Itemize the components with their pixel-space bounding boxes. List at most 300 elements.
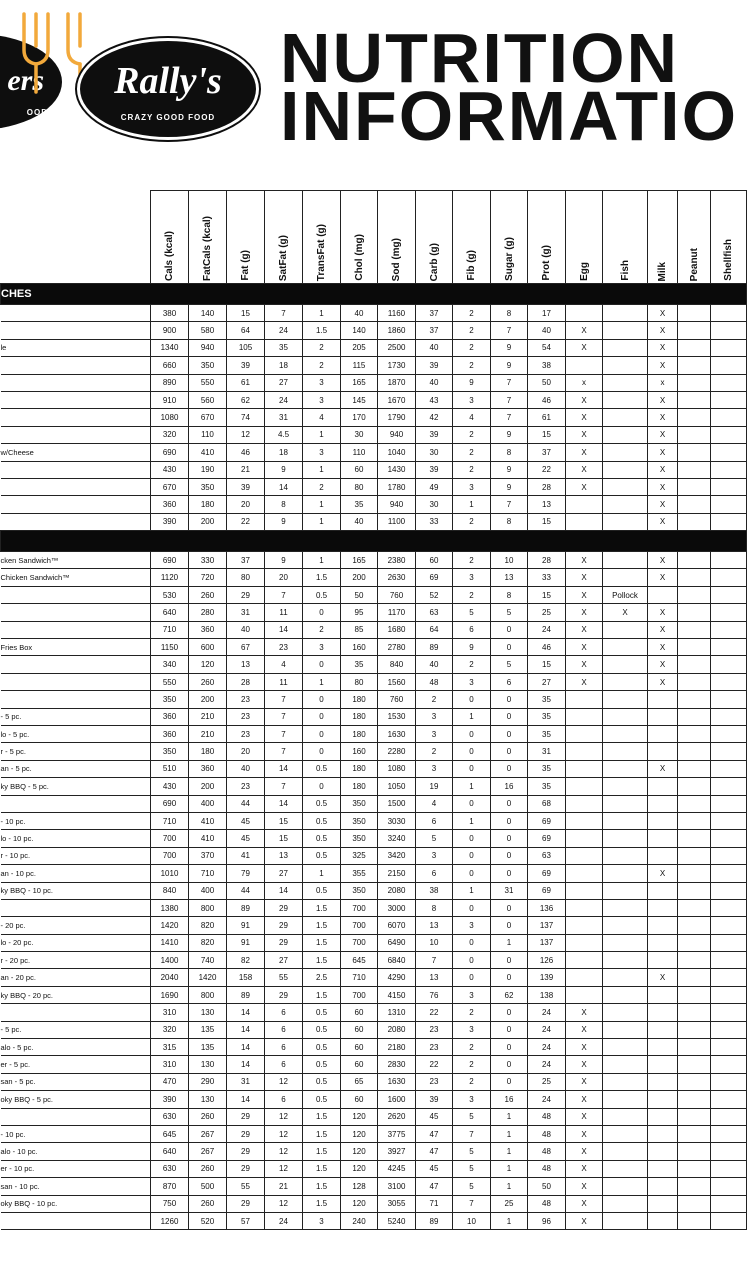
table-cell xyxy=(711,917,747,934)
column-header xyxy=(303,191,341,284)
table-cell: 1 xyxy=(303,426,341,443)
column-header xyxy=(151,191,189,284)
table-cell: 0 xyxy=(491,725,528,742)
table-cell: 23 xyxy=(227,691,265,708)
table-cell: 3927 xyxy=(378,1143,416,1160)
table-cell: 760 xyxy=(378,691,416,708)
table-cell xyxy=(711,305,747,322)
table-cell: 6 xyxy=(416,865,453,882)
table-cell xyxy=(711,1091,747,1108)
item-name: ky BBQ - 10 pc. xyxy=(1,882,151,899)
table-row xyxy=(1,847,747,864)
table-cell: 0 xyxy=(303,725,341,742)
table-row xyxy=(1,552,747,569)
table-cell: 0 xyxy=(491,865,528,882)
table-cell: 200 xyxy=(189,778,227,795)
table-cell: 0 xyxy=(491,1073,528,1090)
table-cell xyxy=(711,986,747,1003)
table-cell: X xyxy=(566,339,603,356)
table-cell: 35 xyxy=(528,778,566,795)
table-cell: 24 xyxy=(528,1039,566,1056)
table-cell: 1.5 xyxy=(303,1143,341,1160)
table-cell xyxy=(603,1021,648,1038)
table-cell xyxy=(648,1212,678,1229)
table-row xyxy=(1,986,747,1003)
table-cell: 14 xyxy=(227,1004,265,1021)
item-name xyxy=(1,461,151,478)
table-cell: X xyxy=(566,1143,603,1160)
table-cell: x xyxy=(648,374,678,391)
table-cell: 6 xyxy=(416,812,453,829)
item-name: r - 20 pc. xyxy=(1,952,151,969)
table-cell: 7 xyxy=(453,1125,491,1142)
table-cell xyxy=(678,1143,711,1160)
item-name: le xyxy=(1,339,151,356)
item-name: an - 5 pc. xyxy=(1,760,151,777)
table-cell: 2280 xyxy=(378,743,416,760)
table-cell: 7 xyxy=(265,691,303,708)
table-cell: X xyxy=(648,496,678,513)
table-cell: 20 xyxy=(227,743,265,760)
table-cell xyxy=(711,569,747,586)
item-name xyxy=(1,478,151,495)
table-cell: 390 xyxy=(151,513,189,530)
table-cell xyxy=(678,409,711,426)
table-cell: 145 xyxy=(341,391,378,408)
section-header-row xyxy=(1,284,747,305)
table-cell: 400 xyxy=(189,882,227,899)
table-row xyxy=(1,513,747,530)
item-name: w/Cheese xyxy=(1,444,151,461)
table-cell: 360 xyxy=(151,708,189,725)
table-cell: 65 xyxy=(341,1073,378,1090)
table-cell: X xyxy=(648,513,678,530)
table-cell xyxy=(678,952,711,969)
table-cell: 12 xyxy=(265,1143,303,1160)
table-cell: 710 xyxy=(341,969,378,986)
table-cell: 1100 xyxy=(378,513,416,530)
table-cell: 710 xyxy=(151,812,189,829)
table-cell: 470 xyxy=(151,1073,189,1090)
table-cell: 660 xyxy=(151,357,189,374)
table-row xyxy=(1,725,747,742)
nutrition-table xyxy=(0,190,747,1230)
table-cell: 3100 xyxy=(378,1178,416,1195)
table-cell: 200 xyxy=(189,513,227,530)
item-name-header xyxy=(1,191,151,284)
table-cell: 1 xyxy=(303,552,341,569)
table-cell: 22 xyxy=(416,1056,453,1073)
table-cell: 68 xyxy=(528,795,566,812)
table-cell: 27 xyxy=(528,673,566,690)
table-cell: X xyxy=(648,865,678,882)
table-cell xyxy=(603,569,648,586)
table-cell xyxy=(603,478,648,495)
table-cell: 1.5 xyxy=(303,917,341,934)
table-cell xyxy=(678,1039,711,1056)
table-cell: 180 xyxy=(341,691,378,708)
table-row xyxy=(1,426,747,443)
item-name xyxy=(1,673,151,690)
table-cell: 14 xyxy=(265,478,303,495)
table-cell: 3 xyxy=(416,708,453,725)
table-cell: 37 xyxy=(227,552,265,569)
table-cell xyxy=(678,639,711,656)
table-cell: 110 xyxy=(189,426,227,443)
item-name xyxy=(1,322,151,339)
table-cell: 60 xyxy=(416,552,453,569)
table-cell: 7 xyxy=(416,952,453,969)
item-name: an - 10 pc. xyxy=(1,865,151,882)
table-cell: X xyxy=(648,409,678,426)
table-cell xyxy=(603,1195,648,1212)
table-cell: 54 xyxy=(528,339,566,356)
table-cell xyxy=(678,604,711,621)
table-cell xyxy=(678,986,711,1003)
nutrition-table-container xyxy=(0,190,734,1238)
table-cell: 1 xyxy=(453,778,491,795)
table-cell xyxy=(711,725,747,742)
table-cell: 2 xyxy=(303,621,341,638)
table-cell xyxy=(603,708,648,725)
item-name xyxy=(1,374,151,391)
table-cell: 0.5 xyxy=(303,830,341,847)
table-cell: 3 xyxy=(416,725,453,742)
table-cell: 7 xyxy=(491,322,528,339)
table-cell: 1050 xyxy=(378,778,416,795)
table-cell: 29 xyxy=(227,1143,265,1160)
table-cell: 25 xyxy=(491,1195,528,1212)
table-cell xyxy=(566,934,603,951)
item-name: ky BBQ - 5 pc. xyxy=(1,778,151,795)
table-cell xyxy=(603,426,648,443)
table-cell: 940 xyxy=(378,426,416,443)
table-cell: 260 xyxy=(189,1160,227,1177)
table-cell xyxy=(648,586,678,603)
table-cell: 4 xyxy=(416,795,453,812)
table-cell: 96 xyxy=(528,1212,566,1229)
table-cell: X xyxy=(566,391,603,408)
table-row xyxy=(1,478,747,495)
table-cell: 640 xyxy=(151,604,189,621)
table-cell: 48 xyxy=(528,1143,566,1160)
table-cell: 360 xyxy=(151,496,189,513)
table-cell: 3 xyxy=(303,1212,341,1229)
item-name xyxy=(1,691,151,708)
table-cell xyxy=(603,882,648,899)
table-cell: 1 xyxy=(303,461,341,478)
table-cell xyxy=(566,743,603,760)
table-cell: 13 xyxy=(416,969,453,986)
table-cell: 410 xyxy=(189,444,227,461)
table-cell xyxy=(678,552,711,569)
table-cell: 1 xyxy=(491,1212,528,1229)
table-cell xyxy=(711,639,747,656)
table-cell xyxy=(711,513,747,530)
table-cell: 1010 xyxy=(151,865,189,882)
item-name xyxy=(1,426,151,443)
table-cell xyxy=(678,673,711,690)
table-cell: 5 xyxy=(453,1108,491,1125)
table-cell xyxy=(648,708,678,725)
table-cell xyxy=(678,1178,711,1195)
table-cell: 6840 xyxy=(378,952,416,969)
item-name xyxy=(1,513,151,530)
table-cell xyxy=(648,778,678,795)
table-cell: 1 xyxy=(453,812,491,829)
table-cell xyxy=(648,882,678,899)
table-row xyxy=(1,760,747,777)
item-name xyxy=(1,795,151,812)
table-row xyxy=(1,339,747,356)
table-cell xyxy=(603,691,648,708)
table-cell: 67 xyxy=(227,639,265,656)
table-cell: x xyxy=(566,374,603,391)
table-cell: 840 xyxy=(378,656,416,673)
table-cell xyxy=(678,847,711,864)
table-cell: 105 xyxy=(227,339,265,356)
table-cell: 1670 xyxy=(378,391,416,408)
item-name: lo - 20 pc. xyxy=(1,934,151,951)
table-row xyxy=(1,639,747,656)
table-cell: 0.5 xyxy=(303,882,341,899)
table-cell xyxy=(711,444,747,461)
table-cell: 820 xyxy=(189,934,227,951)
table-cell: 6 xyxy=(491,673,528,690)
table-cell: 1690 xyxy=(151,986,189,1003)
table-cell: 0 xyxy=(453,743,491,760)
table-cell: 24 xyxy=(528,1004,566,1021)
item-name xyxy=(1,1212,151,1229)
table-cell: 0.5 xyxy=(303,795,341,812)
table-cell: X xyxy=(648,604,678,621)
table-cell xyxy=(603,322,648,339)
table-cell xyxy=(603,812,648,829)
table-cell: 6 xyxy=(265,1004,303,1021)
column-header-label: FatCals (kcal) xyxy=(202,215,213,281)
title-line-1: NUTRITION xyxy=(280,19,680,97)
table-cell: X xyxy=(648,760,678,777)
table-cell: 0 xyxy=(453,899,491,916)
table-cell: 4150 xyxy=(378,986,416,1003)
table-cell: 39 xyxy=(416,357,453,374)
table-cell: 3 xyxy=(453,1021,491,1038)
table-cell: 760 xyxy=(378,586,416,603)
table-cell: 630 xyxy=(151,1160,189,1177)
table-cell: 1150 xyxy=(151,639,189,656)
table-cell: 360 xyxy=(189,760,227,777)
table-cell: 46 xyxy=(227,444,265,461)
table-cell: 4 xyxy=(265,656,303,673)
table-cell: 1420 xyxy=(151,917,189,934)
table-cell: 47 xyxy=(416,1178,453,1195)
checkers-logo-tagline: OOD xyxy=(26,108,48,117)
table-cell: 320 xyxy=(151,426,189,443)
table-cell: 1340 xyxy=(151,339,189,356)
item-name: alo - 10 pc. xyxy=(1,1143,151,1160)
table-cell: X xyxy=(603,604,648,621)
table-cell: 14 xyxy=(265,795,303,812)
table-cell: 3420 xyxy=(378,847,416,864)
table-cell: 0 xyxy=(453,830,491,847)
table-cell: 30 xyxy=(341,426,378,443)
item-name xyxy=(1,357,151,374)
table-cell: 1680 xyxy=(378,621,416,638)
table-cell xyxy=(678,1212,711,1229)
item-name xyxy=(1,621,151,638)
column-header-label: Cals (kcal) xyxy=(164,230,175,281)
table-cell: 15 xyxy=(528,656,566,673)
table-row xyxy=(1,1021,747,1038)
table-cell: 410 xyxy=(189,812,227,829)
rallys-logo-tagline: CRAZY GOOD FOOD xyxy=(120,113,216,122)
table-cell: 137 xyxy=(528,917,566,934)
table-cell: 5 xyxy=(416,830,453,847)
table-cell xyxy=(566,986,603,1003)
table-cell: 7 xyxy=(265,586,303,603)
table-cell: 38 xyxy=(416,882,453,899)
table-cell xyxy=(711,1039,747,1056)
table-cell xyxy=(711,1056,747,1073)
table-cell: 0.5 xyxy=(303,1021,341,1038)
table-cell: 19 xyxy=(416,778,453,795)
table-cell: 15 xyxy=(528,513,566,530)
table-cell: 3775 xyxy=(378,1125,416,1142)
table-cell: 22 xyxy=(227,513,265,530)
item-name: cken Sandwich™ xyxy=(1,552,151,569)
table-cell: 2 xyxy=(416,743,453,760)
table-cell: 48 xyxy=(528,1160,566,1177)
table-cell: 62 xyxy=(491,986,528,1003)
table-cell: 180 xyxy=(341,760,378,777)
table-cell: 410 xyxy=(189,830,227,847)
table-cell: 15 xyxy=(528,426,566,443)
table-cell: 7 xyxy=(453,1195,491,1212)
table-cell xyxy=(566,513,603,530)
table-cell: 28 xyxy=(227,673,265,690)
column-header-label: Carb (g) xyxy=(428,242,440,281)
table-cell: 7 xyxy=(491,409,528,426)
table-cell: 3030 xyxy=(378,812,416,829)
table-cell: 1.5 xyxy=(303,1178,341,1195)
item-name xyxy=(1,604,151,621)
item-name: r - 5 pc. xyxy=(1,743,151,760)
table-cell xyxy=(603,1125,648,1142)
table-cell: 0 xyxy=(491,917,528,934)
table-cell: 35 xyxy=(341,656,378,673)
table-cell: 710 xyxy=(189,865,227,882)
table-cell xyxy=(711,1004,747,1021)
table-cell: 38 xyxy=(528,357,566,374)
table-cell: 2780 xyxy=(378,639,416,656)
table-cell: 5240 xyxy=(378,1212,416,1229)
table-cell xyxy=(603,513,648,530)
table-cell: 5 xyxy=(453,604,491,621)
table-cell: X xyxy=(566,1195,603,1212)
table-cell: 130 xyxy=(189,1056,227,1073)
table-cell xyxy=(711,899,747,916)
table-cell: 2 xyxy=(453,513,491,530)
table-cell: 3 xyxy=(416,760,453,777)
table-cell: 2620 xyxy=(378,1108,416,1125)
table-cell: 7 xyxy=(265,708,303,725)
table-cell: 158 xyxy=(227,969,265,986)
table-cell xyxy=(603,934,648,951)
table-cell: 48 xyxy=(416,673,453,690)
table-cell: 12 xyxy=(265,1108,303,1125)
item-name xyxy=(1,899,151,916)
fork-icon xyxy=(14,10,84,96)
table-cell: 40 xyxy=(227,760,265,777)
table-cell: 5 xyxy=(453,1178,491,1195)
table-cell: 740 xyxy=(189,952,227,969)
table-cell xyxy=(678,899,711,916)
table-cell: 0 xyxy=(491,812,528,829)
table-cell: 900 xyxy=(151,322,189,339)
table-cell xyxy=(603,1143,648,1160)
table-cell xyxy=(678,322,711,339)
table-cell: 3240 xyxy=(378,830,416,847)
column-header xyxy=(678,191,711,284)
table-cell: 62 xyxy=(227,391,265,408)
table-cell: 39 xyxy=(227,357,265,374)
table-cell: 21 xyxy=(227,461,265,478)
item-name: r - 10 pc. xyxy=(1,847,151,864)
table-cell xyxy=(711,1160,747,1177)
table-cell: 60 xyxy=(341,1039,378,1056)
table-cell: X xyxy=(566,1091,603,1108)
table-cell xyxy=(603,743,648,760)
table-cell xyxy=(603,552,648,569)
table-cell: 29 xyxy=(227,1160,265,1177)
table-cell: 5 xyxy=(491,656,528,673)
table-cell: 50 xyxy=(528,374,566,391)
table-cell: 120 xyxy=(341,1125,378,1142)
table-cell: 3 xyxy=(453,986,491,1003)
table-cell xyxy=(678,444,711,461)
table-cell: 28 xyxy=(528,552,566,569)
table-cell: 9 xyxy=(453,374,491,391)
table-cell: 1780 xyxy=(378,478,416,495)
table-cell: X xyxy=(566,461,603,478)
table-cell: 21 xyxy=(265,1178,303,1195)
table-cell xyxy=(678,1056,711,1073)
table-cell: 1080 xyxy=(151,409,189,426)
table-cell: 700 xyxy=(341,917,378,934)
table-cell: 2 xyxy=(453,357,491,374)
table-cell xyxy=(711,1195,747,1212)
table-cell xyxy=(678,691,711,708)
table-cell: 630 xyxy=(151,1108,189,1125)
table-cell: 130 xyxy=(189,1004,227,1021)
table-cell: 9 xyxy=(453,639,491,656)
table-cell: 18 xyxy=(265,444,303,461)
table-row xyxy=(1,391,747,408)
table-cell: 22 xyxy=(416,1004,453,1021)
table-cell: 380 xyxy=(151,305,189,322)
table-cell xyxy=(648,1143,678,1160)
table-cell xyxy=(648,1178,678,1195)
table-cell: X xyxy=(566,1125,603,1142)
column-header-label: Chol (mg) xyxy=(353,234,365,281)
table-cell: 1380 xyxy=(151,899,189,916)
table-cell: 89 xyxy=(416,639,453,656)
table-cell: 35 xyxy=(528,725,566,742)
table-cell: 30 xyxy=(416,444,453,461)
table-cell: 0 xyxy=(491,899,528,916)
table-row xyxy=(1,1143,747,1160)
table-cell: 23 xyxy=(416,1039,453,1056)
